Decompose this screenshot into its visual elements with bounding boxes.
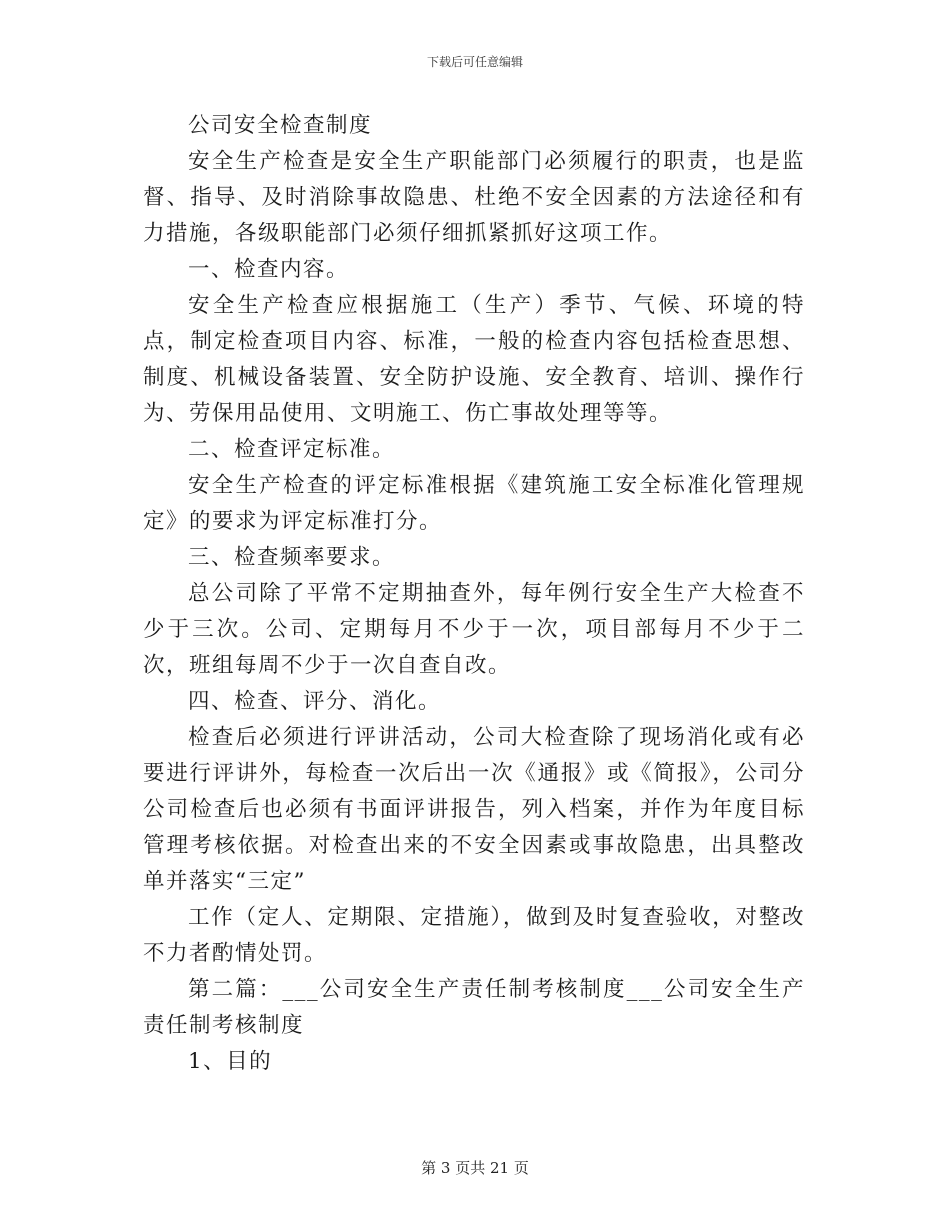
paragraph: 安全生产检查应根据施工（生产）季节、气候、环境的特点，制定检查项目内容、标准，一般的检查内容包括检查思想、制度、机械设备装置、安全防护设施、安全教育、培训、操作行为、劳保用品使用、文明施工、伤亡事故处理等等。 — [143, 293, 805, 426]
section-heading: 三、检查频率要求。 — [188, 545, 396, 570]
page-header: 下载后可任意编辑 — [426, 55, 523, 69]
paragraph: 工作（定人、定期限、定措施），做到及时复查验收，对整改不力者酌情处罚。 — [143, 905, 805, 966]
paragraph: 总公司除了平常不定期抽查外，每年例行安全生产大检查不少于三次。公司、定期每月不少于一次，项目部每月不少于二次，班组每周不少于一次自查自改。 — [143, 581, 805, 678]
paragraph: 安全生产检查的评定标准根据《建筑施工安全标准化管理规定》的要求为评定标准打分。 — [143, 473, 805, 534]
page-footer: 第 3 页共 21 页 — [421, 1159, 529, 1177]
section-heading: 1、目的 — [188, 1049, 273, 1074]
paragraph: 检查后必须进行评讲活动，公司大检查除了现场消化或有必要进行评讲外，每检查一次后出一次《通报》或《简报》，公司分公司检查后也必须有书面评讲报告，列入档案，并作为年度目标管理考核依据。对检查出来的不安全因素或事故隐患，出具整改单并落实“三定” — [143, 725, 805, 894]
section-heading: 一、检查内容。 — [188, 257, 350, 282]
chapter-heading: 第二篇：___公司安全生产责任制考核制度___公司安全生产责任制考核制度 — [143, 977, 805, 1038]
document-body — [143, 108, 805, 1080]
section-heading: 四、检查、评分、消化。 — [188, 689, 442, 714]
section-heading: 二、检查评定标准。 — [188, 437, 396, 462]
document-title: 公司安全检查制度 — [188, 113, 373, 138]
paragraph: 安全生产检查是安全生产职能部门必须履行的职责，也是监督、指导、及时消除事故隐患、杜绝不安全因素的方法途径和有力措施，各级职能部门必须仔细抓紧抓好这项工作。 — [143, 149, 805, 246]
